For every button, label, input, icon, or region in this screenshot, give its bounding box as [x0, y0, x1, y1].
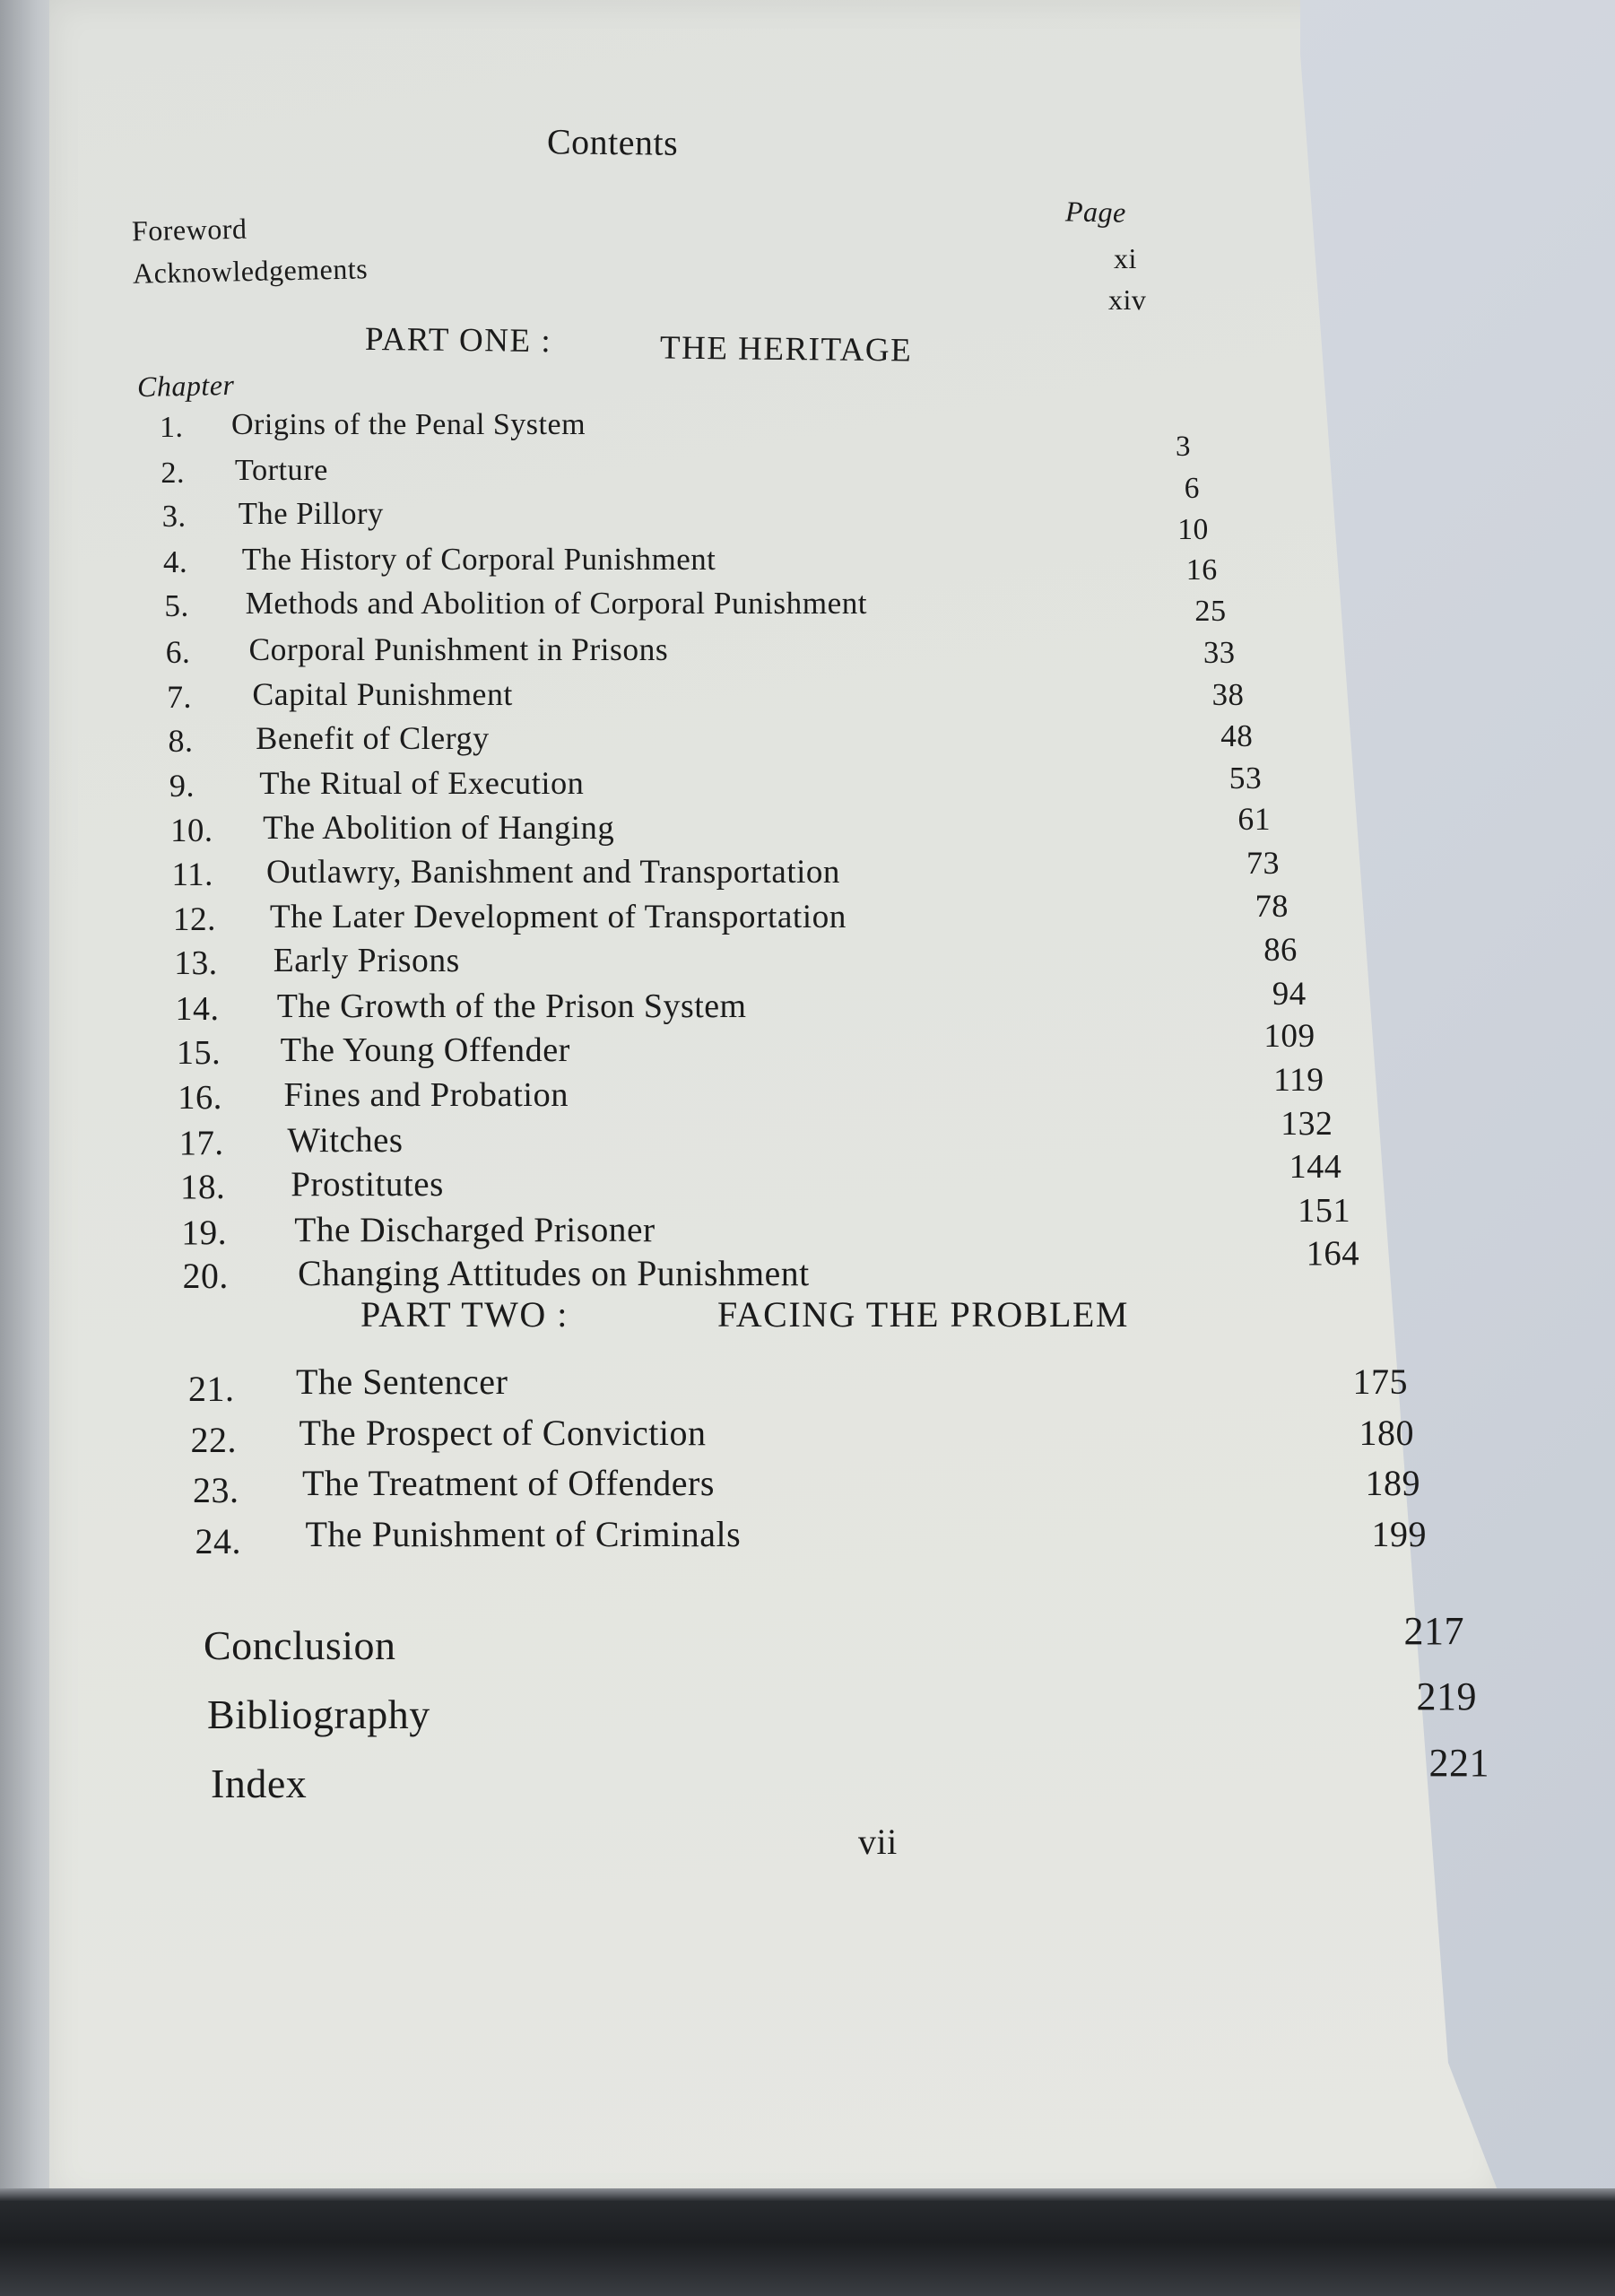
chapter-title: Outlawry, Banishment and Transportation [266, 854, 840, 891]
chapter-number: 19. [181, 1212, 228, 1252]
chapter-page-number: 180 [1359, 1412, 1414, 1453]
chapter-title: The Discharged Prisoner [294, 1209, 656, 1249]
chapter-column-label: Chapter [136, 368, 235, 404]
part-two-name: FACING THE PROBLEM [717, 1294, 1129, 1335]
chapter-number: 3. [161, 500, 187, 535]
chapter-title: The Sentencer [296, 1361, 508, 1402]
chapter-title: The History of Corporal Punishment [241, 541, 716, 577]
chapter-number: 16. [178, 1079, 222, 1117]
chapter-page-number: 86 [1263, 931, 1298, 969]
chapter-page-number: 78 [1255, 888, 1289, 924]
chapter-page-number: 53 [1229, 760, 1263, 796]
chapter-page-number: 151 [1298, 1191, 1351, 1230]
chapter-page-number: 33 [1203, 636, 1236, 670]
chapter-page-number: 10 [1177, 512, 1209, 546]
part-two-label: PART TWO : [360, 1294, 569, 1335]
chapter-title: Corporal Punishment in Prisons [248, 631, 669, 667]
chapter-number: 15. [176, 1034, 221, 1073]
chapter-title: The Treatment of Offenders [302, 1463, 715, 1503]
chapter-title: The Prospect of Conviction [299, 1412, 707, 1453]
page-folio: vii [858, 1822, 898, 1862]
page-column-label: Page [1064, 195, 1127, 229]
chapter-number: 21. [188, 1369, 235, 1409]
chapter-page-number: 6 [1184, 471, 1200, 505]
page-title: Contents [546, 121, 679, 163]
front-matter-title: Acknowledgements [132, 252, 369, 290]
chapter-number: 8. [168, 723, 194, 760]
chapter-number: 9. [169, 767, 195, 804]
chapter-page-number: 132 [1281, 1105, 1333, 1143]
chapter-title: The Pillory [238, 497, 384, 532]
chapter-number: 18. [179, 1168, 226, 1207]
chapter-title: The Abolition of Hanging [263, 809, 615, 847]
chapter-title: The Later Development of Transportation [269, 898, 847, 935]
chapter-number: 22. [190, 1419, 237, 1460]
front-matter-page: xi [1114, 242, 1137, 274]
chapter-page-number: 73 [1246, 844, 1280, 881]
chapter-page-number: 189 [1365, 1463, 1420, 1503]
chapter-title: Benefit of Clergy [256, 720, 490, 757]
front-matter-page: xiv [1108, 283, 1147, 316]
back-matter-title: Bibliography [207, 1692, 430, 1737]
chapter-number: 4. [163, 544, 188, 579]
chapter-number: 13. [174, 945, 218, 983]
chapter-page-number: 61 [1237, 801, 1272, 838]
chapter-number: 14. [175, 989, 220, 1028]
chapter-title: The Young Offender [280, 1031, 570, 1070]
back-matter-title: Conclusion [204, 1622, 396, 1668]
chapter-title: Early Prisons [273, 943, 460, 980]
chapter-title: Changing Attitudes on Punishment [298, 1254, 810, 1294]
chapter-title: The Growth of the Prison System [276, 987, 747, 1025]
chapter-number: 20. [182, 1257, 229, 1297]
chapter-title: Prostitutes [291, 1165, 444, 1205]
chapter-number: 11. [171, 857, 213, 893]
chapter-page-number: 25 [1194, 595, 1227, 629]
back-matter-page: 221 [1428, 1741, 1489, 1785]
chapter-page-number: 94 [1272, 974, 1307, 1012]
chapter-page-number: 164 [1306, 1235, 1360, 1274]
chapter-title: Origins of the Penal System [231, 408, 586, 441]
chapter-number: 6. [165, 634, 191, 670]
chapter-title: Torture [234, 452, 328, 487]
chapter-title: Capital Punishment [252, 675, 513, 712]
back-matter-page: 217 [1403, 1609, 1464, 1653]
chapter-title: The Punishment of Criminals [305, 1513, 742, 1554]
chapter-page-number: 38 [1211, 676, 1245, 712]
part-one-label: PART ONE : [364, 320, 552, 361]
front-matter-title: Foreword [131, 212, 247, 248]
chapter-title: Witches [287, 1120, 404, 1160]
chapter-page-number: 3 [1176, 430, 1191, 463]
chapter-number: 24. [195, 1520, 241, 1561]
chapter-number: 12. [172, 900, 216, 938]
back-matter-page: 219 [1416, 1674, 1477, 1718]
chapter-page-number: 109 [1263, 1018, 1315, 1056]
chapter-number: 17. [178, 1123, 224, 1162]
chapter-title: Methods and Abolition of Corporal Punishment [245, 586, 868, 622]
chapter-title: The Ritual of Execution [259, 764, 585, 801]
chapter-number: 7. [167, 678, 192, 715]
chapter-number: 23. [193, 1470, 239, 1510]
chapter-number: 1. [160, 411, 184, 444]
part-one-name: THE HERITAGE [659, 329, 913, 370]
chapter-page-number: 199 [1371, 1513, 1427, 1554]
chapter-page-number: 119 [1273, 1061, 1324, 1099]
back-matter-title: Index [211, 1761, 308, 1806]
chapter-number: 5. [164, 588, 189, 624]
chapter-page-number: 48 [1220, 718, 1254, 753]
chapter-number: 2. [161, 455, 186, 490]
chapter-page-number: 16 [1185, 553, 1218, 587]
chapter-number: 10. [170, 812, 213, 849]
chapter-page-number: 175 [1352, 1361, 1408, 1402]
chapter-page-number: 144 [1289, 1148, 1342, 1187]
chapter-title: Fines and Probation [283, 1076, 569, 1114]
